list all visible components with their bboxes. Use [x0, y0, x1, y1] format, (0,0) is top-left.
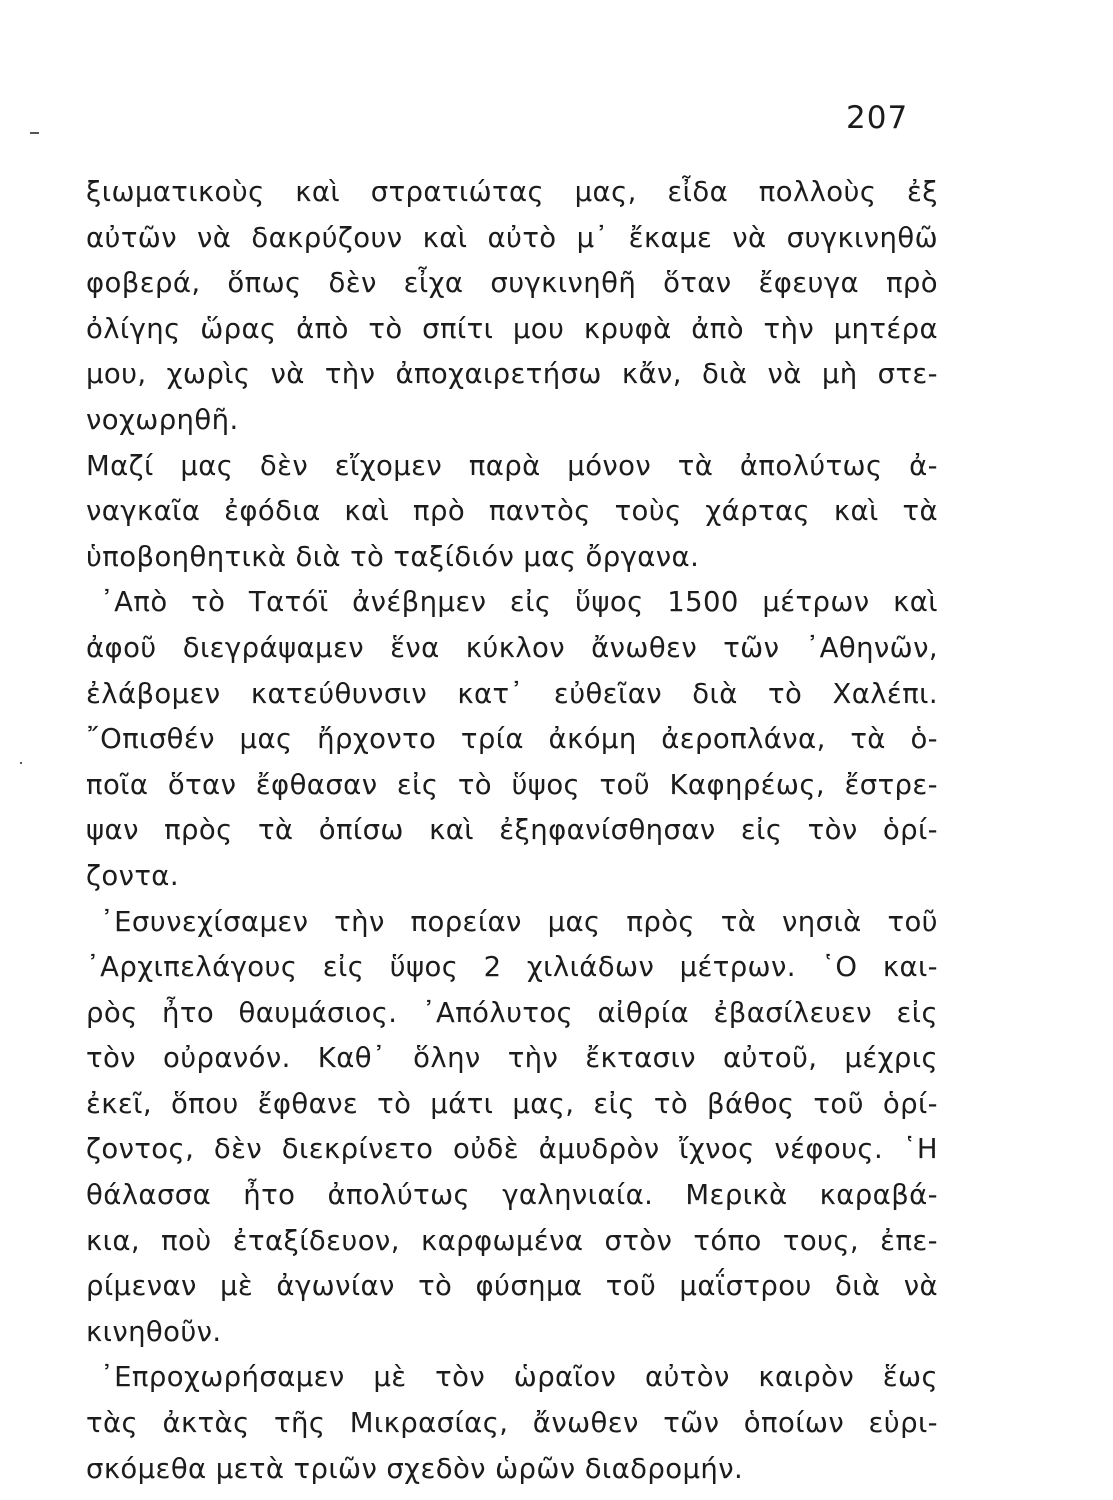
text-line: ζοντα. — [86, 859, 179, 892]
text-line: σκόμεθα μετὰ τριῶν σχεδὸν ὡρῶν διαδρομήν. — [86, 1452, 744, 1485]
page-number: 207 — [846, 100, 909, 136]
text-line: τὰς ἀκτὰς τῆς Μικρασίας, ἄνωθεν τῶν ὁποίων εὑρι- — [86, 1407, 938, 1440]
text-line: κινηθοῦν. — [86, 1315, 222, 1348]
text-line: μου, χωρὶς νὰ τὴν ἀποχαιρετήσω κἄν, διὰ νὰ μὴ στε- — [86, 358, 938, 391]
text-line: ψαν πρὸς τὰ ὀπίσω καὶ ἐξηφανίσθησαν εἰς τὸν ὁρί- — [86, 814, 938, 847]
text-line: ναγκαῖα ἐφόδια καὶ πρὸ παντὸς τοὺς χάρτας καὶ τὰ — [86, 495, 938, 528]
margin-mark — [20, 762, 22, 764]
text-line: ῎Οπισθέν μας ἤρχοντο τρία ἀκόμη ἀεροπλάνα, τὰ ὁ- — [86, 723, 938, 756]
text-line: ὑποβοηθητικὰ διὰ τὸ ταξίδιόν μας ὄργανα. — [86, 540, 700, 573]
text-line: ἐλάβομεν κατεύθυνσιν κατ᾽ εὐθεῖαν διὰ τὸ Χαλέπι. — [86, 677, 938, 710]
text-line: ᾽Αρχιπελάγους εἰς ὕψος 2 χιλιάδων μέτρων. ῾Ο και- — [86, 951, 938, 984]
text-line: ρίμεναν μὲ ἀγωνίαν τὸ φύσημα τοῦ μαΐστρου διὰ νὰ — [86, 1270, 938, 1303]
body-text — [86, 170, 938, 1492]
text-line: αὐτῶν νὰ δακρύζουν καὶ αὐτὸ μ᾽ ἔκαμε νὰ συγκινηθῶ — [86, 221, 938, 254]
text-line: ξιωματικοὺς καὶ στρατιώτας μας, εἶδα πολλοὺς ἐξ — [86, 176, 938, 208]
text-line: φοβερά, ὅπως δὲν εἶχα συγκινηθῆ ὅταν ἔφευγα πρὸ — [86, 267, 938, 300]
text-line: ᾽Επροχωρήσαμεν μὲ τὸν ὡραῖον αὐτὸν καιρὸν ἕως — [100, 1361, 938, 1394]
text-line: θάλασσα ἦτο ἀπολύτως γαληνιαία. Μερικὰ καραβά- — [86, 1179, 938, 1212]
text-line: κια, ποὺ ἐταξίδευον, καρφωμένα στὸν τόπο τους, ἐπε- — [86, 1224, 938, 1257]
text-line: ὀλίγης ὥρας ἀπὸ τὸ σπίτι μου κρυφὰ ἀπὸ τὴν μητέρα — [86, 312, 938, 345]
text-line: ᾽Απὸ τὸ Τατόϊ ἀνέβημεν εἰς ὕψος 1500 μέτρων καὶ — [100, 586, 938, 619]
text-line: νοχωρηθῆ. — [86, 403, 239, 436]
text-line: ἀφοῦ διεγράψαμεν ἕνα κύκλον ἄνωθεν τῶν ᾽Αθηνῶν, — [86, 631, 938, 664]
text-line: ρὸς ἦτο θαυμάσιος. ᾽Απόλυτος αἰθρία ἐβασίλευεν εἰς — [86, 996, 938, 1029]
text-line: ᾽Εσυνεχίσαμεν τὴν πορείαν μας πρὸς τὰ νησιὰ τοῦ — [100, 905, 938, 938]
text-line: τὸν οὐρανόν. Καθ᾽ ὅλην τὴν ἔκτασιν αὐτοῦ, μέχρις — [86, 1042, 938, 1075]
text-line: ζοντος, δὲν διεκρίνετο οὐδὲ ἀμυδρὸν ἴχνος νέφους. ῾Η — [86, 1133, 938, 1166]
margin-mark — [30, 132, 39, 134]
text-line: ποῖα ὅταν ἔφθασαν εἰς τὸ ὕψος τοῦ Καφηρέως, ἔστρε- — [86, 768, 938, 801]
text-line: Μαζί μας δὲν εἴχομεν παρὰ μόνον τὰ ἀπολύτως ἀ- — [86, 449, 938, 482]
text-line: ἐκεῖ, ὅπου ἔφθανε τὸ μάτι μας, εἰς τὸ βάθος τοῦ ὁρί- — [86, 1087, 938, 1120]
